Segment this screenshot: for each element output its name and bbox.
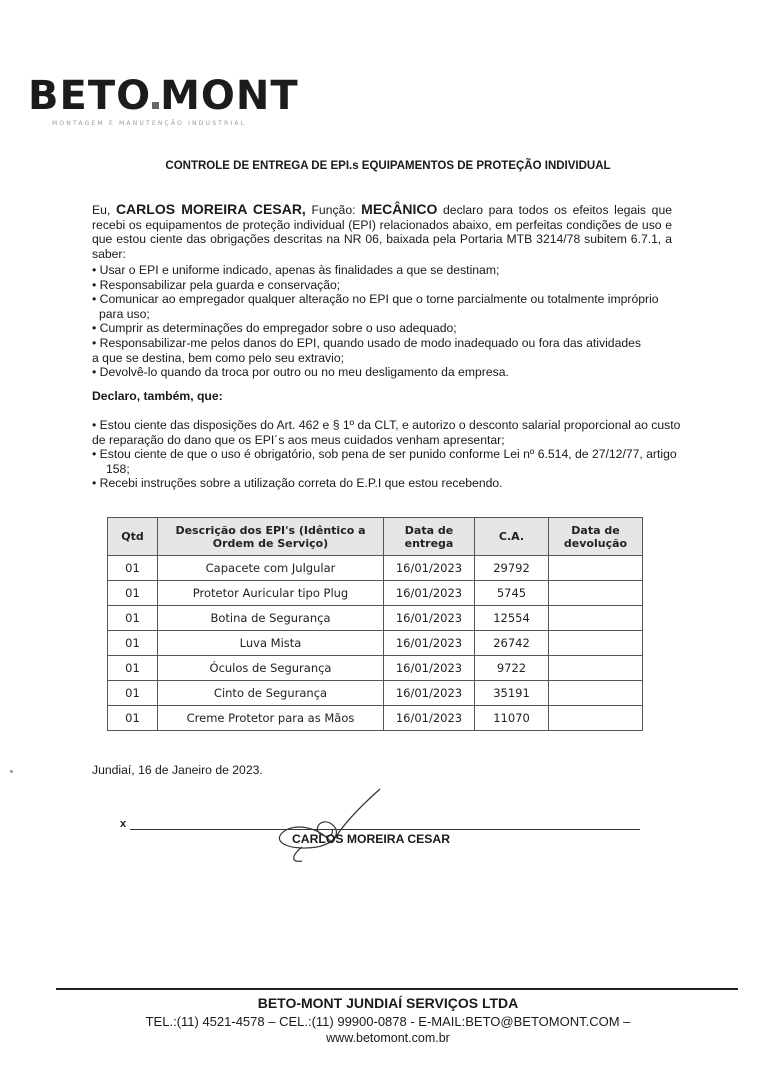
cell-ca: 11070 — [475, 706, 549, 731]
cell-qtd: 01 — [108, 706, 158, 731]
cell-description: Creme Protetor para as Mãos — [158, 706, 384, 731]
logo-tagline: MONTAGEM E MANUTENÇÃO INDUSTRIAL — [52, 120, 247, 127]
cell-return-date[interactable] — [549, 681, 643, 706]
cell-description: Cinto de Segurança — [158, 681, 384, 706]
cell-return-date[interactable] — [549, 556, 643, 581]
cell-qtd: 01 — [108, 581, 158, 606]
declaration-item: • Recebi instruções sobre a utilização correta do E.P.I que estou recebendo. — [92, 476, 503, 491]
cell-delivery-date: 16/01/2023 — [384, 606, 475, 631]
obligation-item: • Comunicar ao empregador qualquer alteração no EPI que o torne parcialmente ou totalmente impróprio para uso; — [92, 292, 659, 321]
cell-description: Luva Mista — [158, 631, 384, 656]
cell-description: Óculos de Segurança — [158, 656, 384, 681]
employee-role: MECÂNICO — [361, 201, 438, 217]
company-logo — [28, 74, 299, 118]
footer-contacts: TEL.:(11) 4521-4578 – CEL.:(11) 99900-0878 - E-MAIL:BETO@BETOMONT.COM – — [145, 1014, 631, 1029]
cell-return-date[interactable] — [549, 606, 643, 631]
signer-name: CARLOS MOREIRA CESAR — [292, 832, 450, 846]
intro-prefix: Eu, — [92, 203, 116, 217]
cell-delivery-date: 16/01/2023 — [384, 581, 475, 606]
cell-ca: 12554 — [475, 606, 549, 631]
cell-description: Capacete com Julgular — [158, 556, 384, 581]
epi-table — [107, 517, 643, 731]
table-row — [108, 681, 643, 706]
cell-ca: 26742 — [475, 631, 549, 656]
table-row — [108, 581, 643, 606]
place-date: Jundiaí, 16 de Janeiro de 2023. — [92, 763, 263, 777]
employee-name: CARLOS MOREIRA CESAR, — [115, 201, 306, 217]
footer-divider — [56, 988, 738, 990]
cell-description: Botina de Segurança — [158, 606, 384, 631]
cell-qtd: 01 — [108, 606, 158, 631]
cell-delivery-date: 16/01/2023 — [384, 681, 475, 706]
cell-qtd: 01 — [108, 681, 158, 706]
table-row — [108, 656, 643, 681]
obligation-item: • Responsabilizar pela guarda e conservação; — [92, 277, 341, 292]
obligation-item: • Usar o EPI e uniforme indicado, apenas às finalidades a que se destinam; — [92, 263, 500, 277]
cell-delivery-date: 16/01/2023 — [384, 556, 475, 581]
signature-line — [130, 829, 640, 830]
document-title: CONTROLE DE ENTREGA DE EPI.s EQUIPAMENTOS DE PROTEÇÃO INDIVIDUAL — [165, 160, 611, 172]
header-description: Descrição dos EPI's (Idêntico a Ordem de Serviço) — [158, 518, 384, 556]
role-label: Função: — [305, 203, 362, 217]
header-return-date: Data de devolução — [549, 518, 643, 556]
signature-x-mark: x — [120, 818, 127, 830]
footer-company: BETO-MONT JUNDIAÍ SERVIÇOS LTDA — [257, 995, 519, 1011]
handwritten-signature — [262, 785, 392, 865]
cell-delivery-date: 16/01/2023 — [384, 706, 475, 731]
cell-return-date[interactable] — [549, 581, 643, 606]
obligation-item-continuation: a que se destina, bem como pelo seu extravio; — [92, 350, 345, 365]
table-row — [108, 606, 643, 631]
cell-return-date[interactable] — [549, 656, 643, 681]
scan-speck — [10, 770, 13, 773]
cell-ca: 29792 — [475, 556, 549, 581]
declaration-list — [92, 418, 682, 491]
obligations-list — [92, 263, 682, 380]
cell-ca: 9722 — [475, 656, 549, 681]
logo-text-mont: MONT — [160, 73, 299, 119]
logo-square-icon — [152, 102, 159, 109]
logo-text-beto: BETO — [28, 73, 152, 119]
obligation-item: • Devolvê-lo quando da troca por outro ou no meu desligamento da empresa. — [92, 365, 509, 380]
declaration-item: • Estou ciente de que o uso é obrigatório, sob pena de ser punido conforme Lei nº 6.514, de 27/12/77, artigo 158; — [92, 447, 677, 476]
table-header-row — [108, 518, 643, 556]
table-row — [108, 631, 643, 656]
cell-return-date[interactable] — [549, 631, 643, 656]
cell-qtd: 01 — [108, 556, 158, 581]
declaration-item: • Estou ciente das disposições do Art. 462 e § 1º da CLT, e autorizo o desconto salarial proporcional ao custo de reparação do dano que os EPI´s aos meus cuidados venham apresentar; — [92, 418, 681, 447]
obligation-item: • Responsabilizar-me pelos danos do EPI, quando usado de modo inadequado ou fora das atividades — [92, 335, 642, 350]
cell-delivery-date: 16/01/2023 — [384, 656, 475, 681]
cell-delivery-date: 16/01/2023 — [384, 631, 475, 656]
header-ca: C.A. — [475, 518, 549, 556]
table-row — [108, 556, 643, 581]
cell-qtd: 01 — [108, 656, 158, 681]
cell-qtd: 01 — [108, 631, 158, 656]
cell-return-date[interactable] — [549, 706, 643, 731]
header-qtd: Qtd — [108, 518, 158, 556]
footer-website[interactable]: www.betomont.com.br — [326, 1031, 450, 1045]
cell-description: Protetor Auricular tipo Plug — [158, 581, 384, 606]
intro-paragraph — [92, 202, 672, 261]
cell-ca: 5745 — [475, 581, 549, 606]
table-row — [108, 706, 643, 731]
header-delivery-date: Data de entrega — [384, 518, 475, 556]
declaration-heading: Declaro, também, que: — [92, 389, 223, 403]
cell-ca: 35191 — [475, 681, 549, 706]
obligation-item: • Cumprir as determinações do empregador sobre o uso adequado; — [92, 321, 457, 336]
intro-text: declaro para todos os efeitos legais que recebi os equipamentos de proteção individual (EPI) relacionados abaixo, em perfeitas condições de uso e que estou ciente das obrigações descritas na NR 06, baixada pela Portaria MTB 3214/78 subitem 6.7.1, a saber: — [92, 203, 672, 261]
